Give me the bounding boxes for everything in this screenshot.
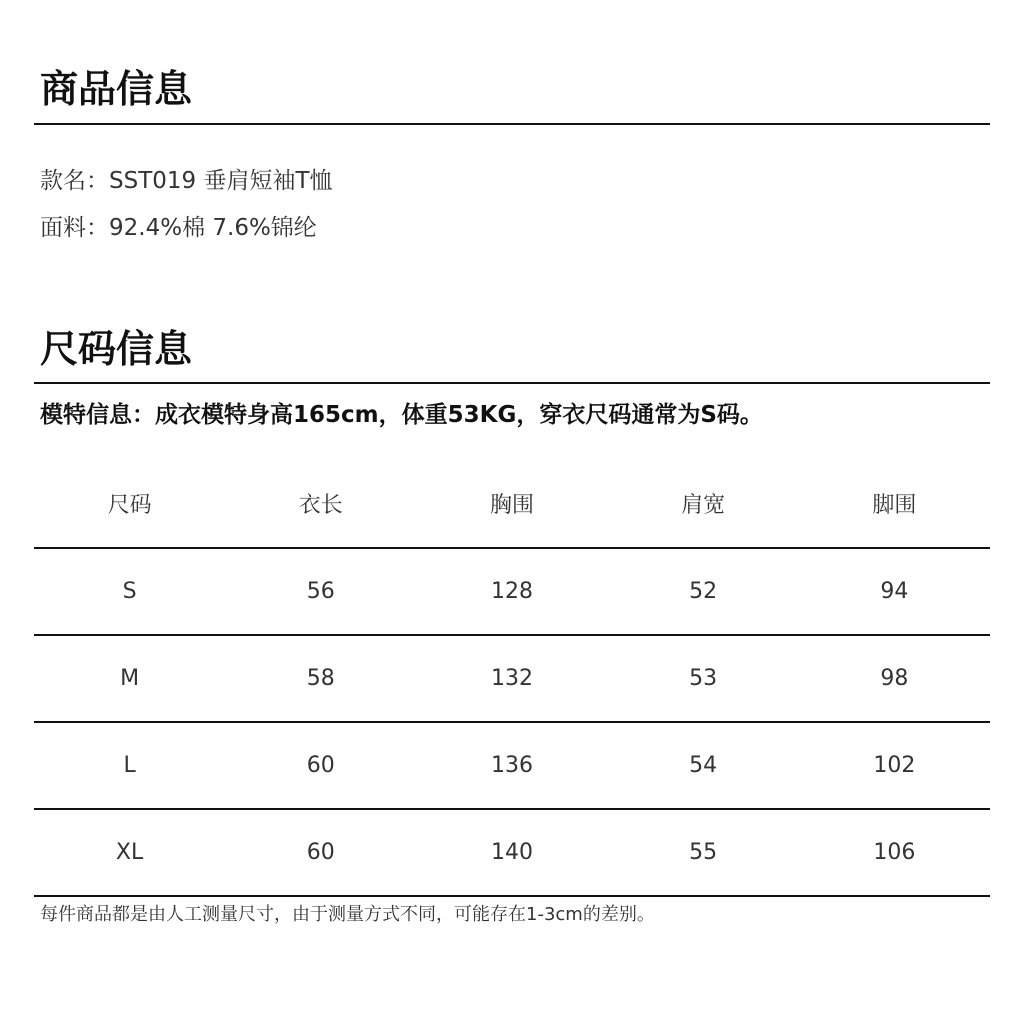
cell-hem: 102: [873, 753, 916, 778]
table-row: [34, 549, 990, 636]
header-shoulder: 肩宽: [681, 493, 726, 518]
cell-shoulder: 52: [689, 579, 718, 604]
table-row: [34, 723, 990, 810]
table-row: [34, 810, 990, 897]
size-table: [34, 460, 990, 897]
header-chest: 胸围: [489, 493, 534, 518]
cell-size: M: [120, 666, 140, 691]
cell-hem: 106: [873, 840, 916, 865]
size-info-divider: [34, 382, 990, 384]
cell-size: S: [122, 579, 137, 604]
product-info-title: 商品信息: [40, 67, 193, 111]
cell-hem: 98: [880, 666, 909, 691]
cell-length: 60: [306, 840, 335, 865]
cell-hem: 94: [880, 579, 909, 604]
cell-size: XL: [115, 840, 144, 865]
cell-length: 60: [306, 753, 335, 778]
measurement-footnote: 每件商品都是由人工测量尺寸，由于测量方式不同，可能存在1-3cm的差别。: [40, 904, 655, 925]
cell-chest: 136: [490, 753, 533, 778]
product-info-divider: [34, 123, 990, 125]
cell-chest: 140: [490, 840, 533, 865]
header-length: 衣长: [298, 493, 343, 518]
cell-shoulder: 54: [689, 753, 718, 778]
model-info-note: 模特信息：成衣模特身高165cm，体重53KG，穿衣尺码通常为S码。: [40, 402, 763, 428]
cell-chest: 132: [490, 666, 533, 691]
cell-chest: 128: [490, 579, 533, 604]
fabric-line: 面料：92.4%棉 7.6%锦纶: [40, 215, 317, 241]
cell-size: L: [123, 753, 136, 778]
size-info-title: 尺码信息: [40, 327, 193, 371]
table-row: [34, 636, 990, 723]
cell-length: 56: [306, 579, 335, 604]
cell-length: 58: [306, 666, 335, 691]
header-hem: 脚围: [872, 493, 917, 518]
header-size: 尺码: [107, 493, 152, 518]
cell-shoulder: 53: [689, 666, 718, 691]
cell-shoulder: 55: [689, 840, 718, 865]
style-name-line: 款名：SST019 垂肩短袖T恤: [40, 168, 333, 194]
table-header-row: [34, 460, 990, 549]
